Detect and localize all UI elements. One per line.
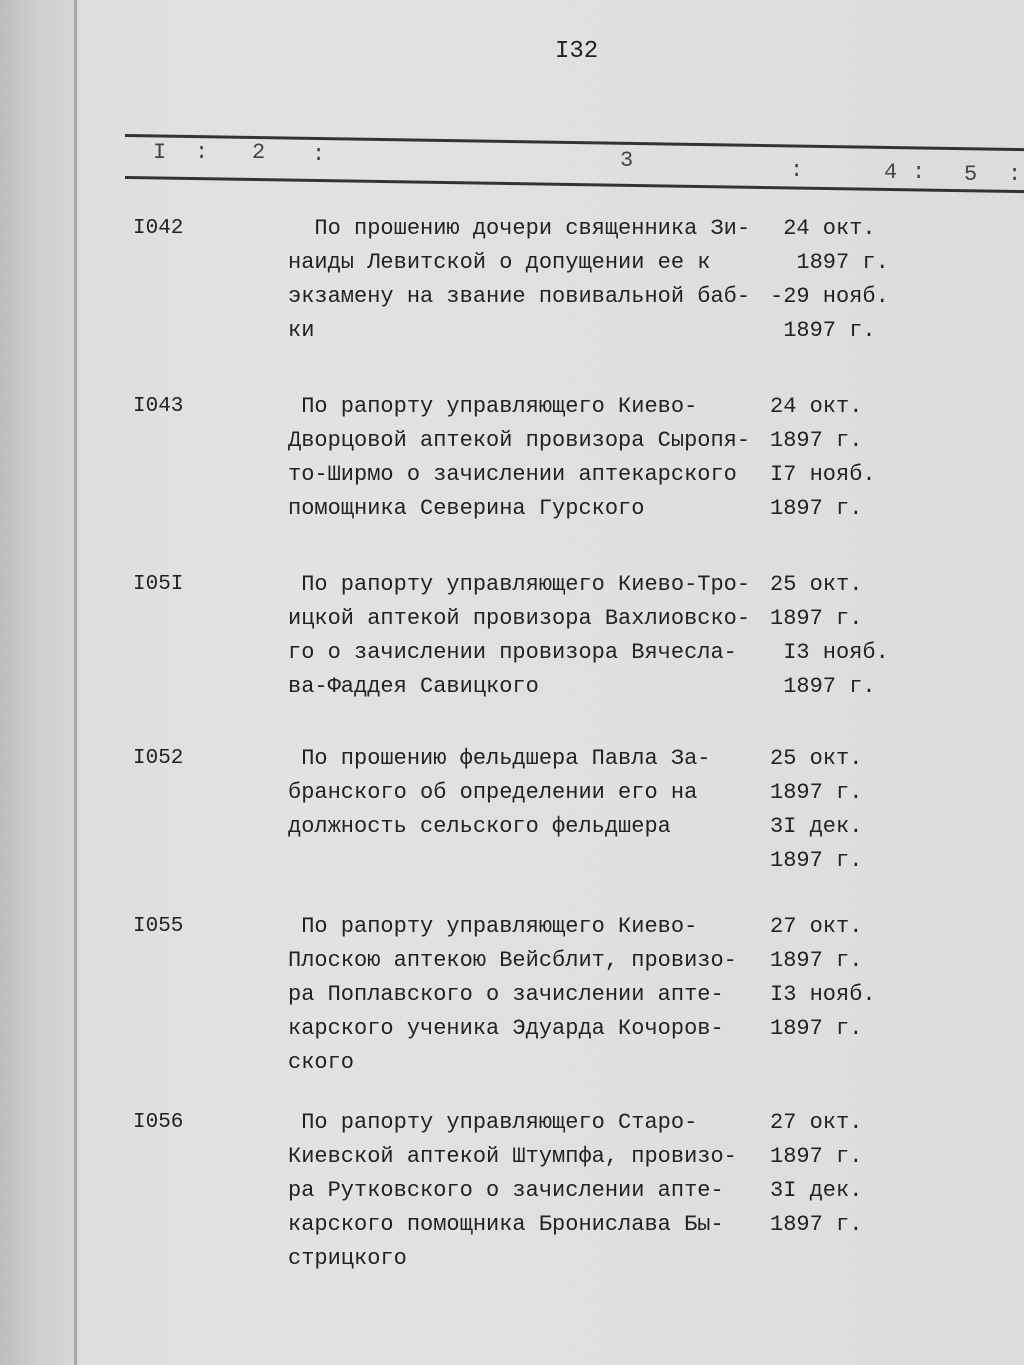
description-line: ского (288, 1050, 355, 1075)
date-line: 25 окт. (770, 746, 863, 771)
date-line: 27 окт. (770, 1110, 863, 1135)
date-line: 1897 г. (770, 674, 876, 699)
date-line: I3 нояб. (770, 982, 876, 1007)
date-line: I7 нояб. (770, 462, 876, 487)
date-line: 1897 г. (770, 780, 863, 805)
header-sep: : (912, 160, 926, 185)
description-line: По прошению дочери священника Зи- (288, 216, 751, 241)
date-line: 1897 г. (770, 606, 863, 631)
header-col3: 3 (620, 148, 634, 173)
description-line: ва-Фаддея Савицкого (288, 674, 539, 699)
description-line: должность сельского фельдшера (288, 814, 671, 839)
description-line: По рапорту управляющего Киево-Тро- (288, 572, 751, 597)
description-line: наиды Левитской о допущении ее к (288, 250, 711, 275)
description-line: Дворцовой аптекой провизора Сыропя- (288, 428, 751, 453)
entry-number: I043 (133, 395, 184, 418)
header-col1: I (153, 140, 167, 165)
entry-number: I056 (133, 1111, 184, 1134)
header-col2: 2 (252, 140, 266, 165)
date-line: 25 окт. (770, 572, 863, 597)
entry-dates (770, 1106, 920, 1242)
description-line: По прошению фельдшера Павла За- (288, 746, 711, 771)
date-line: 1897 г. (770, 250, 889, 275)
page-number: I32 (555, 38, 599, 65)
date-line: 24 окт. (770, 216, 876, 241)
date-line: 24 окт. (770, 394, 863, 419)
entry-dates (770, 390, 920, 526)
description-line: экзамену на звание повивальной баб- (288, 284, 751, 309)
description-line: По рапорту управляющего Киево- (288, 914, 698, 939)
date-line: -29 нояб. (770, 284, 889, 309)
description-line: стрицкого (288, 1246, 407, 1271)
entry-description (288, 568, 778, 704)
description-line: го о зачислении провизора Вячесла- (288, 640, 737, 665)
date-line: 3I дек. (770, 814, 863, 839)
header-sep: : (312, 142, 326, 167)
entry-description (288, 910, 778, 1080)
date-line: 1897 г. (770, 1212, 863, 1237)
description-line: то-Ширмо о зачислении аптекарского (288, 462, 737, 487)
page-binding-edge (74, 0, 77, 1365)
date-line: 27 окт. (770, 914, 863, 939)
date-line: 1897 г. (770, 1016, 863, 1041)
entry-dates (770, 742, 920, 878)
description-line: По рапорту управляющего Старо- (288, 1110, 698, 1135)
entry-number: I052 (133, 747, 184, 770)
date-line: 1897 г. (770, 496, 863, 521)
date-line: 1897 г. (770, 948, 863, 973)
description-line: ки (288, 318, 315, 343)
description-line: Киевской аптекой Штумпфа, провизо- (288, 1144, 737, 1169)
header-sep: : (1008, 162, 1022, 187)
description-line: помощника Северина Гурского (288, 496, 645, 521)
description-line: Плоскою аптекою Вейсблит, провизо- (288, 948, 737, 973)
description-line: По рапорту управляющего Киево- (288, 394, 698, 419)
entry-dates (770, 910, 920, 1046)
header-sep: : (790, 158, 804, 183)
entry-number: I05I (133, 573, 184, 596)
header-sep: : (195, 140, 209, 165)
entry-number: I055 (133, 915, 184, 938)
date-line: 1897 г. (770, 848, 863, 873)
date-line: 3I дек. (770, 1178, 863, 1203)
description-line: карского помощника Бронислава Бы- (288, 1212, 724, 1237)
header-col5: 5 (964, 162, 978, 187)
entry-dates (770, 212, 920, 348)
description-line: карского ученика Эдуарда Кочоров- (288, 1016, 724, 1041)
entry-dates (770, 568, 920, 704)
entry-description (288, 212, 778, 348)
date-line: 1897 г. (770, 318, 876, 343)
entry-description (288, 1106, 778, 1276)
entry-description (288, 742, 778, 844)
description-line: ра Поплавского о зачислении апте- (288, 982, 724, 1007)
date-line: 1897 г. (770, 428, 863, 453)
description-line: бранского об определении его на (288, 780, 698, 805)
date-line: 1897 г. (770, 1144, 863, 1169)
entry-description (288, 390, 778, 526)
entry-number: I042 (133, 217, 184, 240)
description-line: ра Рутковского о зачислении апте- (288, 1178, 724, 1203)
description-line: ицкой аптекой провизора Вахлиовско- (288, 606, 751, 631)
date-line: I3 нояб. (770, 640, 889, 665)
header-col4: 4 (884, 160, 898, 185)
